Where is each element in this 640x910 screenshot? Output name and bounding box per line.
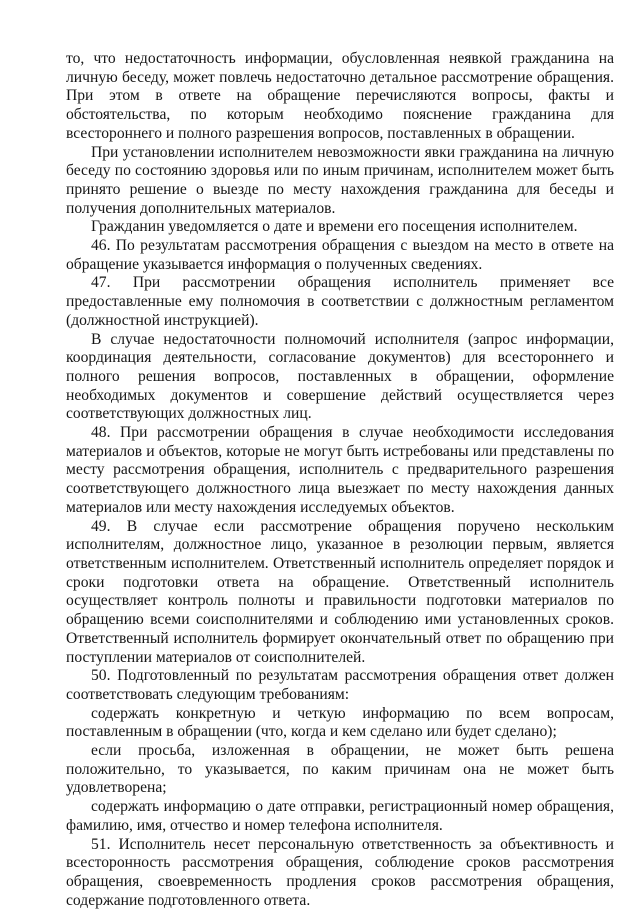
paragraph-47-insufficient-powers: В случае недостаточности полномочий исполнителя (запрос информации, координация деятельности, согласование документов) для всестороннего и полного решения вопросов, поставленных в обращении, оформление необходимых документов и совершение действий осуществляется через соответствующих должностных лиц. <box>66 330 614 423</box>
paragraph-51: 51. Исполнитель несет персональную ответственность за объективность и всесторонность рассмотрения обращения, соблюдение сроков рассмотрения обращения, своевременность продления сроков рассмотрения обращения, содержание подготовленного ответа. <box>66 835 614 909</box>
paragraph-home-visit: При установлении исполнителем невозможности явки гражданина на личную беседу по состоянию здоровья или по иным причинам, исполнителем может быть принято решение о выезде по месту нахождения гражданина для беседы и получения дополнительных материалов. <box>66 143 614 217</box>
paragraph-47: 47. При рассмотрении обращения исполнитель применяет все предоставленные ему полномочия в соответствии с должностным регламентом (должностной инструкцией). <box>66 274 614 329</box>
paragraph-continuation: то, что недостаточность информации, обусловленная неявкой гражданина на личную беседу, может повлечь недостаточно детальное рассмотрение обращения. При этом в ответе на обращение перечисляются вопросы, факты и обстоятельства, по которым необходимо пояснение гражданина для всестороннего и полного разрешения вопросов, поставленных в обращении. <box>66 50 614 142</box>
paragraph-50: 50. Подготовленный по результатам рассмотрения обращения ответ должен соответствовать следующим требованиям: <box>66 667 614 703</box>
paragraph-50-requirement-1: содержать конкретную и четкую информацию по всем вопросам, поставленным в обращении (что, когда и кем сделано или будет сделано); <box>66 704 614 741</box>
paragraph-49: 49. В случае если рассмотрение обращения поручено нескольким исполнителям, должностное лицо, указанное в резолюции первым, является ответственным исполнителем. Ответственный исполнитель определяет порядок и сроки подготовки ответа на обращение. Ответственный исполнитель осуществляет контроль полноты и правильности подготовки материалов по обращению всеми соисполнителями и соблюдению ими установленных сроков. Ответственный исполнитель формирует окончательный ответ по обращению при поступлении материалов от соисполнителей. <box>66 517 614 666</box>
paragraph-notification: Гражданин уведомляется о дате и времени его посещения исполнителем. <box>91 218 578 236</box>
paragraph-50-requirement-3: содержать информацию о дате отправки, регистрационный номер обращения, фамилию, имя, отчество и номер телефона исполнителя. <box>66 798 614 834</box>
paragraph-50-requirement-2: если просьба, изложенная в обращении, не может быть решена положительно, то указывается, по каким причинам она не может быть удовлетворена; <box>66 742 614 797</box>
paragraph-48: 48. При рассмотрении обращения в случае необходимости исследования материалов и объектов, которые не могут быть истребованы или представлены по месту рассмотрения обращения, исполнитель с предварительного разрешения соответствующего должностного лица выезжает по месту нахождения данных материалов или месту нахождения исследуемых объектов. <box>66 424 614 516</box>
paragraph-46: 46. По результатам рассмотрения обращения с выездом на место в ответе на обращение указывается информация о полученных сведениях. <box>66 237 614 273</box>
